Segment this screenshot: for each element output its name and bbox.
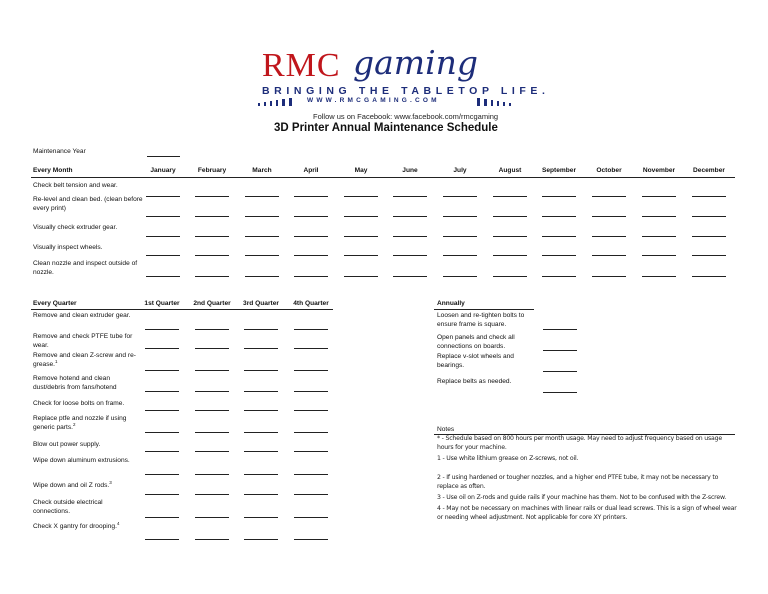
monthly-task-label: Visually inspect wheels. xyxy=(33,244,103,251)
quarterly-task-label: Remove hotend and clean dust/debris from fans/hotend xyxy=(33,375,117,391)
monthly-check-blank[interactable] xyxy=(393,216,427,217)
monthly-check-blank[interactable] xyxy=(692,255,726,256)
brand-logo-gaming: gaming xyxy=(353,43,479,82)
quarterly-check-blank[interactable] xyxy=(244,517,278,518)
quarterly-check-blank[interactable] xyxy=(244,410,278,411)
quarterly-check-blank[interactable] xyxy=(195,370,229,371)
monthly-check-blank[interactable] xyxy=(642,236,676,237)
monthly-check-blank[interactable] xyxy=(245,216,279,217)
quarterly-check-blank[interactable] xyxy=(244,494,278,495)
quarterly-check-blank[interactable] xyxy=(195,539,229,540)
monthly-check-blank[interactable] xyxy=(146,196,180,197)
quarterly-check-blank[interactable] xyxy=(195,432,229,433)
monthly-check-blank[interactable] xyxy=(344,216,378,217)
quarterly-task-label: Check X gantry for drooping.$^4$ xyxy=(33,520,120,530)
monthly-check-blank[interactable] xyxy=(195,276,229,277)
quarterly-check-blank[interactable] xyxy=(145,517,179,518)
maintenance-year-label: Maintenance Year xyxy=(33,148,86,155)
monthly-check-blank[interactable] xyxy=(146,236,180,237)
monthly-check-blank[interactable] xyxy=(245,276,279,277)
quarterly-task-label: Check outside electrical connections. xyxy=(33,499,103,515)
monthly-check-blank[interactable] xyxy=(195,236,229,237)
quarter-header: 3rd Quarter xyxy=(243,300,279,307)
monthly-check-blank[interactable] xyxy=(245,255,279,256)
quarterly-check-blank[interactable] xyxy=(145,348,179,349)
monthly-check-blank[interactable] xyxy=(195,216,229,217)
monthly-check-blank[interactable] xyxy=(642,196,676,197)
every-quarter-heading: Every Quarter xyxy=(33,300,77,307)
quarterly-check-blank[interactable] xyxy=(195,329,229,330)
quarterly-check-blank[interactable] xyxy=(145,474,179,475)
quarter-header: 1st Quarter xyxy=(144,300,180,307)
month-header: October xyxy=(596,167,622,174)
month-header: February xyxy=(197,167,227,174)
quarterly-check-blank[interactable] xyxy=(294,370,328,371)
notes-body xyxy=(437,434,737,525)
quarterly-check-blank[interactable] xyxy=(294,474,328,475)
quarterly-check-blank[interactable] xyxy=(244,451,278,452)
quarterly-task-label: Check for loose bolts on frame. xyxy=(33,400,125,407)
monthly-check-blank[interactable] xyxy=(493,255,527,256)
annual-check-blank[interactable] xyxy=(543,371,577,372)
month-header: January xyxy=(150,167,176,174)
quarterly-check-blank[interactable] xyxy=(244,391,278,392)
monthly-check-blank[interactable] xyxy=(692,276,726,277)
every-month-heading: Every Month xyxy=(33,167,73,174)
footnote-marker: 2 xyxy=(72,421,76,427)
monthly-check-blank[interactable] xyxy=(592,255,626,256)
quarterly-header-rule xyxy=(31,309,333,310)
monthly-check-blank[interactable] xyxy=(642,216,676,217)
monthly-check-blank[interactable] xyxy=(692,196,726,197)
note-line: 4 - May not be necessary on machines with linear rails or dual lead screws. This is a sign of wheel wear or needing wheel adjustment. Not applicable for core XY printers. xyxy=(437,505,737,522)
monthly-check-blank[interactable] xyxy=(294,255,328,256)
monthly-task-label: Re-level and clean bed. (clean before every print) xyxy=(33,196,143,212)
quarterly-task-label: Wipe down aluminum extrusions. xyxy=(33,457,130,464)
footnote-marker: 3 xyxy=(109,479,112,485)
month-header: November xyxy=(642,167,676,174)
footnote-marker: 4 xyxy=(116,520,120,526)
monthly-header-rule xyxy=(31,177,735,178)
annual-check-blank[interactable] xyxy=(543,392,577,393)
note-line: 2 - If using hardened or tougher nozzles, and a higher end PTFE tube, it may not be necessary to replace as often. xyxy=(437,473,719,490)
monthly-check-blank[interactable] xyxy=(393,236,427,237)
monthly-check-blank[interactable] xyxy=(592,216,626,217)
quarterly-check-blank[interactable] xyxy=(145,494,179,495)
monthly-check-blank[interactable] xyxy=(344,236,378,237)
quarterly-check-blank[interactable] xyxy=(195,494,229,495)
quarterly-check-blank[interactable] xyxy=(145,370,179,371)
monthly-check-blank[interactable] xyxy=(393,255,427,256)
quarterly-check-blank[interactable] xyxy=(294,391,328,392)
quarterly-check-blank[interactable] xyxy=(145,391,179,392)
monthly-check-blank[interactable] xyxy=(592,236,626,237)
monthly-check-blank[interactable] xyxy=(642,276,676,277)
annual-task-label: Loosen and re-tighten bolts to ensure frame is square. xyxy=(437,312,525,328)
monthly-check-blank[interactable] xyxy=(592,196,626,197)
brand-tagline: BRINGING THE TABLETOP LIFE. xyxy=(262,85,550,97)
quarterly-task-label: Replace ptfe and nozzle if using generic parts.$^2$ xyxy=(33,415,127,431)
quarterly-check-blank[interactable] xyxy=(145,432,179,433)
monthly-check-blank[interactable] xyxy=(443,276,477,277)
quarterly-check-blank[interactable] xyxy=(195,451,229,452)
quarterly-check-blank[interactable] xyxy=(244,370,278,371)
annually-heading: Annually xyxy=(437,300,465,307)
quarterly-check-blank[interactable] xyxy=(294,451,328,452)
monthly-check-blank[interactable] xyxy=(146,216,180,217)
monthly-check-blank[interactable] xyxy=(542,255,576,256)
quarterly-check-blank[interactable] xyxy=(294,494,328,495)
monthly-check-blank[interactable] xyxy=(294,196,328,197)
quarterly-task-label: Remove and check PTFE tube for wear. xyxy=(33,333,133,349)
monthly-check-blank[interactable] xyxy=(393,196,427,197)
quarterly-check-blank[interactable] xyxy=(244,474,278,475)
quarterly-check-blank[interactable] xyxy=(294,517,328,518)
monthly-check-blank[interactable] xyxy=(542,196,576,197)
monthly-check-blank[interactable] xyxy=(344,276,378,277)
quarterly-task-label: Wipe down and oil Z rods.$^3$ xyxy=(33,479,112,489)
monthly-check-blank[interactable] xyxy=(195,196,229,197)
quarterly-check-blank[interactable] xyxy=(195,391,229,392)
brand-logo-rmc: RMC xyxy=(262,47,341,84)
monthly-check-blank[interactable] xyxy=(294,276,328,277)
annual-check-blank[interactable] xyxy=(543,329,577,330)
quarterly-check-blank[interactable] xyxy=(294,432,328,433)
month-header: December xyxy=(693,167,725,174)
annual-check-blank[interactable] xyxy=(543,350,577,351)
quarterly-check-blank[interactable] xyxy=(145,539,179,540)
monthly-check-blank[interactable] xyxy=(245,236,279,237)
quarterly-check-blank[interactable] xyxy=(195,410,229,411)
monthly-check-blank[interactable] xyxy=(493,236,527,237)
monthly-check-blank[interactable] xyxy=(195,255,229,256)
quarter-header: 2nd Quarter xyxy=(193,300,231,307)
annual-task-label: Replace belts as needed. xyxy=(437,378,512,385)
monthly-check-blank[interactable] xyxy=(245,196,279,197)
facebook-follow-text: Follow us on Facebook: www.facebook.com/rmcgaming xyxy=(313,112,499,121)
month-header: August xyxy=(498,167,522,174)
monthly-check-blank[interactable] xyxy=(542,216,576,217)
brand-website: WWW.RMCGAMING.COM xyxy=(304,97,443,104)
quarter-header: 4th Quarter xyxy=(293,300,329,307)
quarterly-check-blank[interactable] xyxy=(195,517,229,518)
monthly-check-blank[interactable] xyxy=(592,276,626,277)
monthly-check-blank[interactable] xyxy=(542,236,576,237)
monthly-task-label: Clean nozzle and inspect outside of nozzle. xyxy=(33,260,138,276)
monthly-check-blank[interactable] xyxy=(443,255,477,256)
monthly-check-blank[interactable] xyxy=(493,276,527,277)
annual-task-label: Replace v-slot wheels and bearings. xyxy=(437,353,514,369)
monthly-task-label: Visually check extruder gear. xyxy=(33,224,118,231)
quarterly-check-blank[interactable] xyxy=(145,410,179,411)
notes-heading: Notes xyxy=(437,426,455,433)
monthly-check-blank[interactable] xyxy=(443,216,477,217)
monthly-check-blank[interactable] xyxy=(294,236,328,237)
monthly-task-label: Check belt tension and wear. xyxy=(33,182,118,189)
monthly-check-blank[interactable] xyxy=(493,196,527,197)
quarterly-check-blank[interactable] xyxy=(244,348,278,349)
monthly-check-blank[interactable] xyxy=(344,255,378,256)
month-header: May xyxy=(354,167,368,174)
quarterly-check-blank[interactable] xyxy=(195,474,229,475)
month-header: April xyxy=(303,167,319,174)
quarterly-check-blank[interactable] xyxy=(244,329,278,330)
quarterly-check-blank[interactable] xyxy=(294,539,328,540)
monthly-check-blank[interactable] xyxy=(642,255,676,256)
month-header: June xyxy=(402,167,418,174)
quarterly-check-blank[interactable] xyxy=(294,410,328,411)
month-header: July xyxy=(453,167,467,174)
quarterly-check-blank[interactable] xyxy=(294,348,328,349)
quarterly-check-blank[interactable] xyxy=(195,348,229,349)
footnote-marker: 1 xyxy=(55,358,58,364)
maintenance-year-blank[interactable] xyxy=(147,156,180,157)
note-line: 3 - Use oil on Z-rods and guide rails if your machine has them. Not to be confused with the Z-screw. xyxy=(437,494,727,502)
annual-task-label: Open panels and check all connections on boards. xyxy=(437,334,515,350)
month-header: March xyxy=(252,167,272,174)
monthly-check-blank[interactable] xyxy=(344,196,378,197)
note-line: * - Schedule based on 800 hours per month usage. May need to adjust frequency based on usage hours for your machine. xyxy=(437,435,722,452)
quarterly-check-blank[interactable] xyxy=(244,539,278,540)
monthly-check-blank[interactable] xyxy=(443,196,477,197)
quarterly-check-blank[interactable] xyxy=(244,432,278,433)
page-title: 3D Printer Annual Maintenance Schedule xyxy=(274,122,498,134)
monthly-check-blank[interactable] xyxy=(294,216,328,217)
monthly-check-blank[interactable] xyxy=(146,255,180,256)
monthly-check-blank[interactable] xyxy=(146,276,180,277)
monthly-check-blank[interactable] xyxy=(542,276,576,277)
quarterly-task-label: Remove and clean extruder gear. xyxy=(33,312,131,319)
monthly-check-blank[interactable] xyxy=(443,236,477,237)
note-line: 1 - Use white lithium grease on Z-screws, not oil. xyxy=(437,455,579,463)
annually-header-rule xyxy=(434,309,534,310)
month-header: September xyxy=(541,167,577,174)
monthly-check-blank[interactable] xyxy=(493,216,527,217)
monthly-check-blank[interactable] xyxy=(692,236,726,237)
quarterly-check-blank[interactable] xyxy=(294,329,328,330)
quarterly-task-label: Remove and clean Z-screw and re-grease.$^1$ xyxy=(33,352,136,368)
quarterly-task-label: Blow out power supply. xyxy=(33,441,101,448)
monthly-check-blank[interactable] xyxy=(393,276,427,277)
quarterly-check-blank[interactable] xyxy=(145,329,179,330)
monthly-check-blank[interactable] xyxy=(692,216,726,217)
quarterly-check-blank[interactable] xyxy=(145,451,179,452)
